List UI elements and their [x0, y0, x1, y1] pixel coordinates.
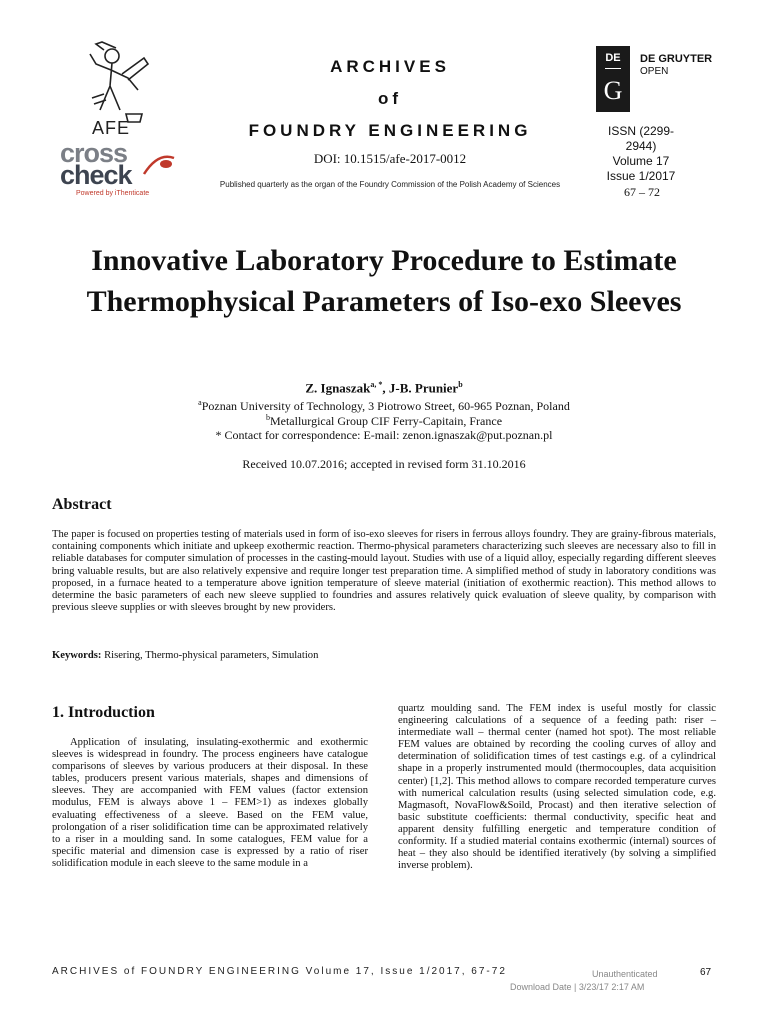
- keywords-label: Keywords:: [52, 650, 102, 661]
- issue-info: [596, 124, 686, 184]
- crosscheck-subtitle: Powered by iThenticate: [76, 190, 150, 197]
- published-note: Published quarterly as the organ of the Foundry Commission of the Polish Academy of Sciences: [219, 180, 561, 189]
- page-range: 67 – 72: [624, 185, 660, 199]
- affiliation-b: [140, 413, 628, 429]
- abstract-heading: Abstract: [52, 496, 112, 513]
- crosscheck-logo: [60, 138, 132, 190]
- journal-name-line1: ARCHIVES: [330, 57, 450, 76]
- crosscheck-line2: check: [60, 160, 132, 190]
- journal-name-line3: FOUNDRY ENGINEERING: [248, 121, 532, 140]
- introduction-right-column: quartz moulding sand. The FEM index is useful mostly for classic engineering calculations of a sequence of a feeding path: riser – intermediate wall – thermal center (named hot spot). The most reliable FEM values are obtained by recording the cooling curves of alloy and determination of solidification times of test castings e.g. of a cylindrical shape in a properly instrumented mould (thermocouples, data acquisition center) [1,2]. This method allows to compare recorded temperature curves with numerical calculation results (using selected simulation code, e.g. Magmasoft, NovaFlow&Soild, Procast) and then iterative selection of basic substitute coefficients: thermal conductivity, specific heat and apparent density fulfilling energetic and temperature condition of conformity. If a studied material contains exothermic (internal) sources of heat – they also should be identified iteratively (by solving a simplified inverse problem).: [398, 703, 716, 872]
- introduction-heading: 1. Introduction: [52, 704, 155, 721]
- affiliation-a: [140, 398, 628, 414]
- affiliation-a-sup: a: [198, 398, 202, 407]
- crosscheck-line1: cross: [60, 138, 128, 168]
- introduction-left-column: Application of insulating, insulating-exothermic and exothermic sleeves is widespread in foundry. The process engineers have catalogue comparisons of sleeves by various producers at their disposal. In these tables, producers present various materials, shapes and dimensions of sleeves. They are accompanied with FEM values (factor extension modulus, FEM is always above 1 – FEM>1) as indexes globally evaluating effectiveness of a sleeve. Based on the FEM value, prolongation of a riser solidification time can be approximated relatively to a riser in a moulding sand. In some catalogues, FEM value for a specific material and dimension case is expressed by a ratio of riser solidification module in each sleeve to the same module in a: [52, 737, 368, 869]
- affiliation-b-text: Metallurgical Group CIF Ferry-Capitain, France: [269, 414, 503, 428]
- abstract-text: The paper is focused on properties testing of materials used in form of iso-exo sleeves for risers in ferrous alloys foundry. They are grainy-fibrous materials, containing components which initiate and upkeep exothermic reaction. Thermo-physical parameters characterizing such sleeves are necessary also to fill in reliable databases for computer simulation of processes in the casting-mould layout. Studies with use of a liquid alloy, especially regarding different sleeves bring valuable results, but are also relatively expensive and require longer test preparation time. A simplified method of study in laboratory conditions was proposed, in a furnace heated to a temperature above ignition temperature of sleeve material (initiation of exothermic reaction). This method allows to determine the basic parameters of each new sleeve supplied to foundries and assures relatively quick evaluation of sleeve quality, by comparison with previous sleeve supplies or with sleeves brought by new providers.: [52, 529, 716, 614]
- affiliation-a-text: Poznan University of Technology, 3 Piotrowo Street, 60-965 Poznan, Poland: [201, 399, 570, 413]
- issn: ISSN (2299-2944): [607, 124, 675, 153]
- author-1-sup: a, *: [370, 380, 383, 389]
- author-1: Z. Ignaszak: [305, 380, 371, 396]
- afe-logo-text: AFE: [92, 118, 131, 138]
- issue: Issue 1/2017: [606, 169, 676, 183]
- doi: DOI: 10.1515/afe-2017-0012: [313, 151, 467, 166]
- footer-unauthenticated: Unauthenticated: [592, 969, 658, 979]
- author-2-sup: b: [458, 380, 463, 389]
- dg-logo-divider: [605, 68, 621, 69]
- authors: [160, 380, 608, 396]
- dg-logo-de: DE: [605, 52, 621, 64]
- footer-page-number: 67: [700, 967, 712, 978]
- received-dates: Received 10.07.2016; accepted in revised form 31.10.2016: [242, 457, 526, 471]
- contact-email: * Contact for correspondence: E-mail: zenon.ignaszak@put.poznan.pl: [215, 428, 553, 442]
- publisher-name: DE GRUYTER: [640, 53, 713, 65]
- publisher-open: OPEN: [640, 66, 669, 77]
- volume: Volume 17: [612, 154, 670, 168]
- affiliation-b-sup: b: [265, 413, 270, 422]
- dg-logo-g: G: [603, 76, 623, 105]
- keywords: [52, 650, 716, 661]
- article-title: Innovative Laboratory Procedure to Estimate Thermophysical Parameters of Iso-exo Sleeves: [86, 244, 682, 318]
- de-gruyter-logo: [596, 46, 630, 112]
- author-2: , J-B. Prunier: [382, 380, 459, 396]
- keywords-text: Risering, Thermo-physical parameters, Simulation: [101, 650, 319, 661]
- journal-name-line2: of: [377, 89, 403, 108]
- footer-download-date: Download Date | 3/23/17 2:17 AM: [510, 982, 645, 992]
- footer-journal-reference: ARCHIVES of FOUNDRY ENGINEERING Volume 17, Issue 1/2017, 67-72: [52, 966, 507, 977]
